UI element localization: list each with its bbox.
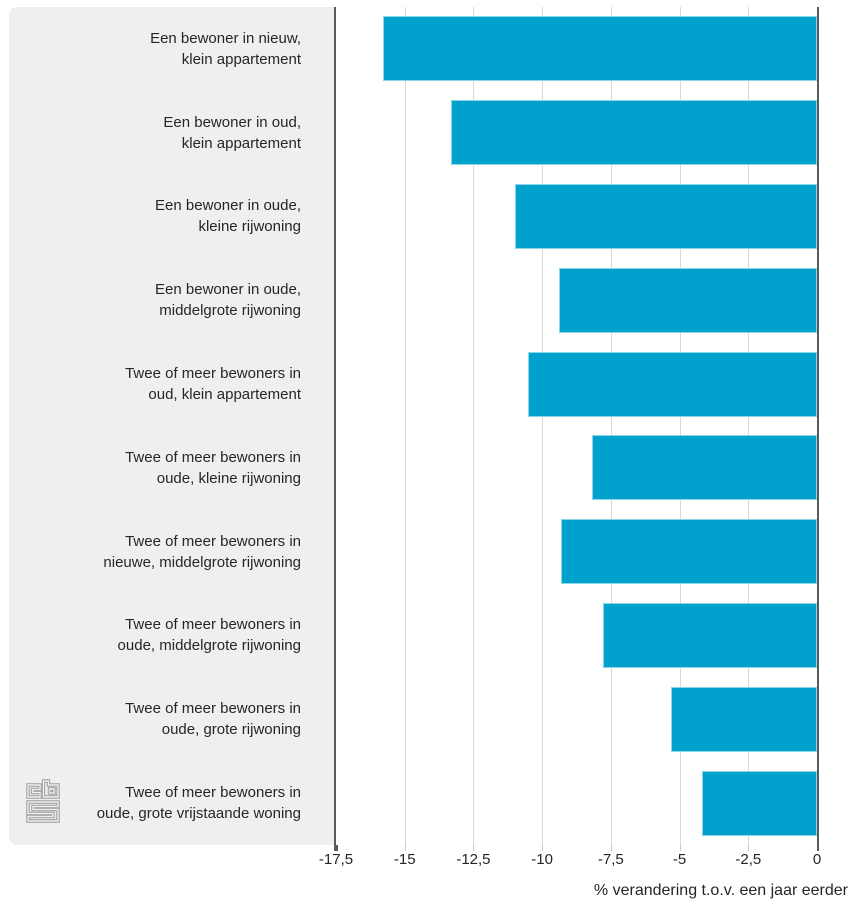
category-label <box>9 7 318 91</box>
category-label-line: nieuwe, middelgrote rijwoning <box>103 553 301 571</box>
x-tick-label: -5 <box>672 851 687 868</box>
x-tick-label: -17,5 <box>318 851 354 868</box>
category-label <box>9 426 318 510</box>
category-label-line: Twee of meer bewoners in <box>125 532 301 550</box>
x-tick-label: -7,5 <box>597 851 624 868</box>
category-label-line: Een bewoner in nieuw, <box>150 29 301 47</box>
x-tick-label: -15 <box>393 851 416 868</box>
category-label-line: Twee of meer bewoners in <box>125 616 301 634</box>
category-label-line: klein appartement <box>181 134 301 152</box>
bar <box>451 100 817 165</box>
zero-axis-line <box>817 7 819 851</box>
category-label-line: Een bewoner in oude, <box>155 197 301 215</box>
bar <box>603 603 817 668</box>
category-label-line: oude, middelgrote rijwoning <box>117 637 301 655</box>
x-tick-label: -2,5 <box>735 851 762 868</box>
x-tick-label: -10 <box>531 851 553 868</box>
bar <box>559 268 817 333</box>
category-label-line: oude, kleine rijwoning <box>156 469 301 487</box>
category-label <box>9 175 318 259</box>
category-label <box>9 342 318 426</box>
category-label-line: Twee of meer bewoners in <box>125 365 301 383</box>
x-axis-title: % verandering t.o.v. een jaar eerder <box>593 882 848 899</box>
category-label-line: Een bewoner in oud, <box>163 113 301 131</box>
bar <box>592 435 817 500</box>
category-label <box>9 594 318 678</box>
category-label-line: Een bewoner in oude, <box>155 281 301 299</box>
category-label-line: Twee of meer bewoners in <box>125 448 301 466</box>
category-label-line: Twee of meer bewoners in <box>125 700 301 718</box>
bar <box>561 519 817 584</box>
bar <box>671 687 817 752</box>
category-label-line: klein appartement <box>181 50 301 68</box>
x-tick-label: 0 <box>812 851 822 868</box>
category-label-line: oude, grote rijwoning <box>161 721 301 739</box>
category-label <box>9 510 318 594</box>
category-label-line: middelgrote rijwoning <box>159 302 301 320</box>
category-label-line: kleine rijwoning <box>198 218 301 236</box>
y-axis-line <box>334 7 336 851</box>
category-label-line: oud, klein appartement <box>148 386 301 404</box>
gridline <box>405 7 406 845</box>
category-label-line: oude, grote vrijstaande woning <box>96 805 301 823</box>
bar <box>383 16 817 81</box>
category-label <box>9 91 318 175</box>
category-label <box>9 677 318 761</box>
bar <box>515 184 817 249</box>
x-tick-label: -12,5 <box>456 851 491 868</box>
category-label <box>9 258 318 342</box>
cbs-logo-icon <box>26 779 60 823</box>
bar <box>702 771 817 836</box>
bar <box>528 352 817 417</box>
category-label-line: Twee of meer bewoners in <box>125 784 301 802</box>
